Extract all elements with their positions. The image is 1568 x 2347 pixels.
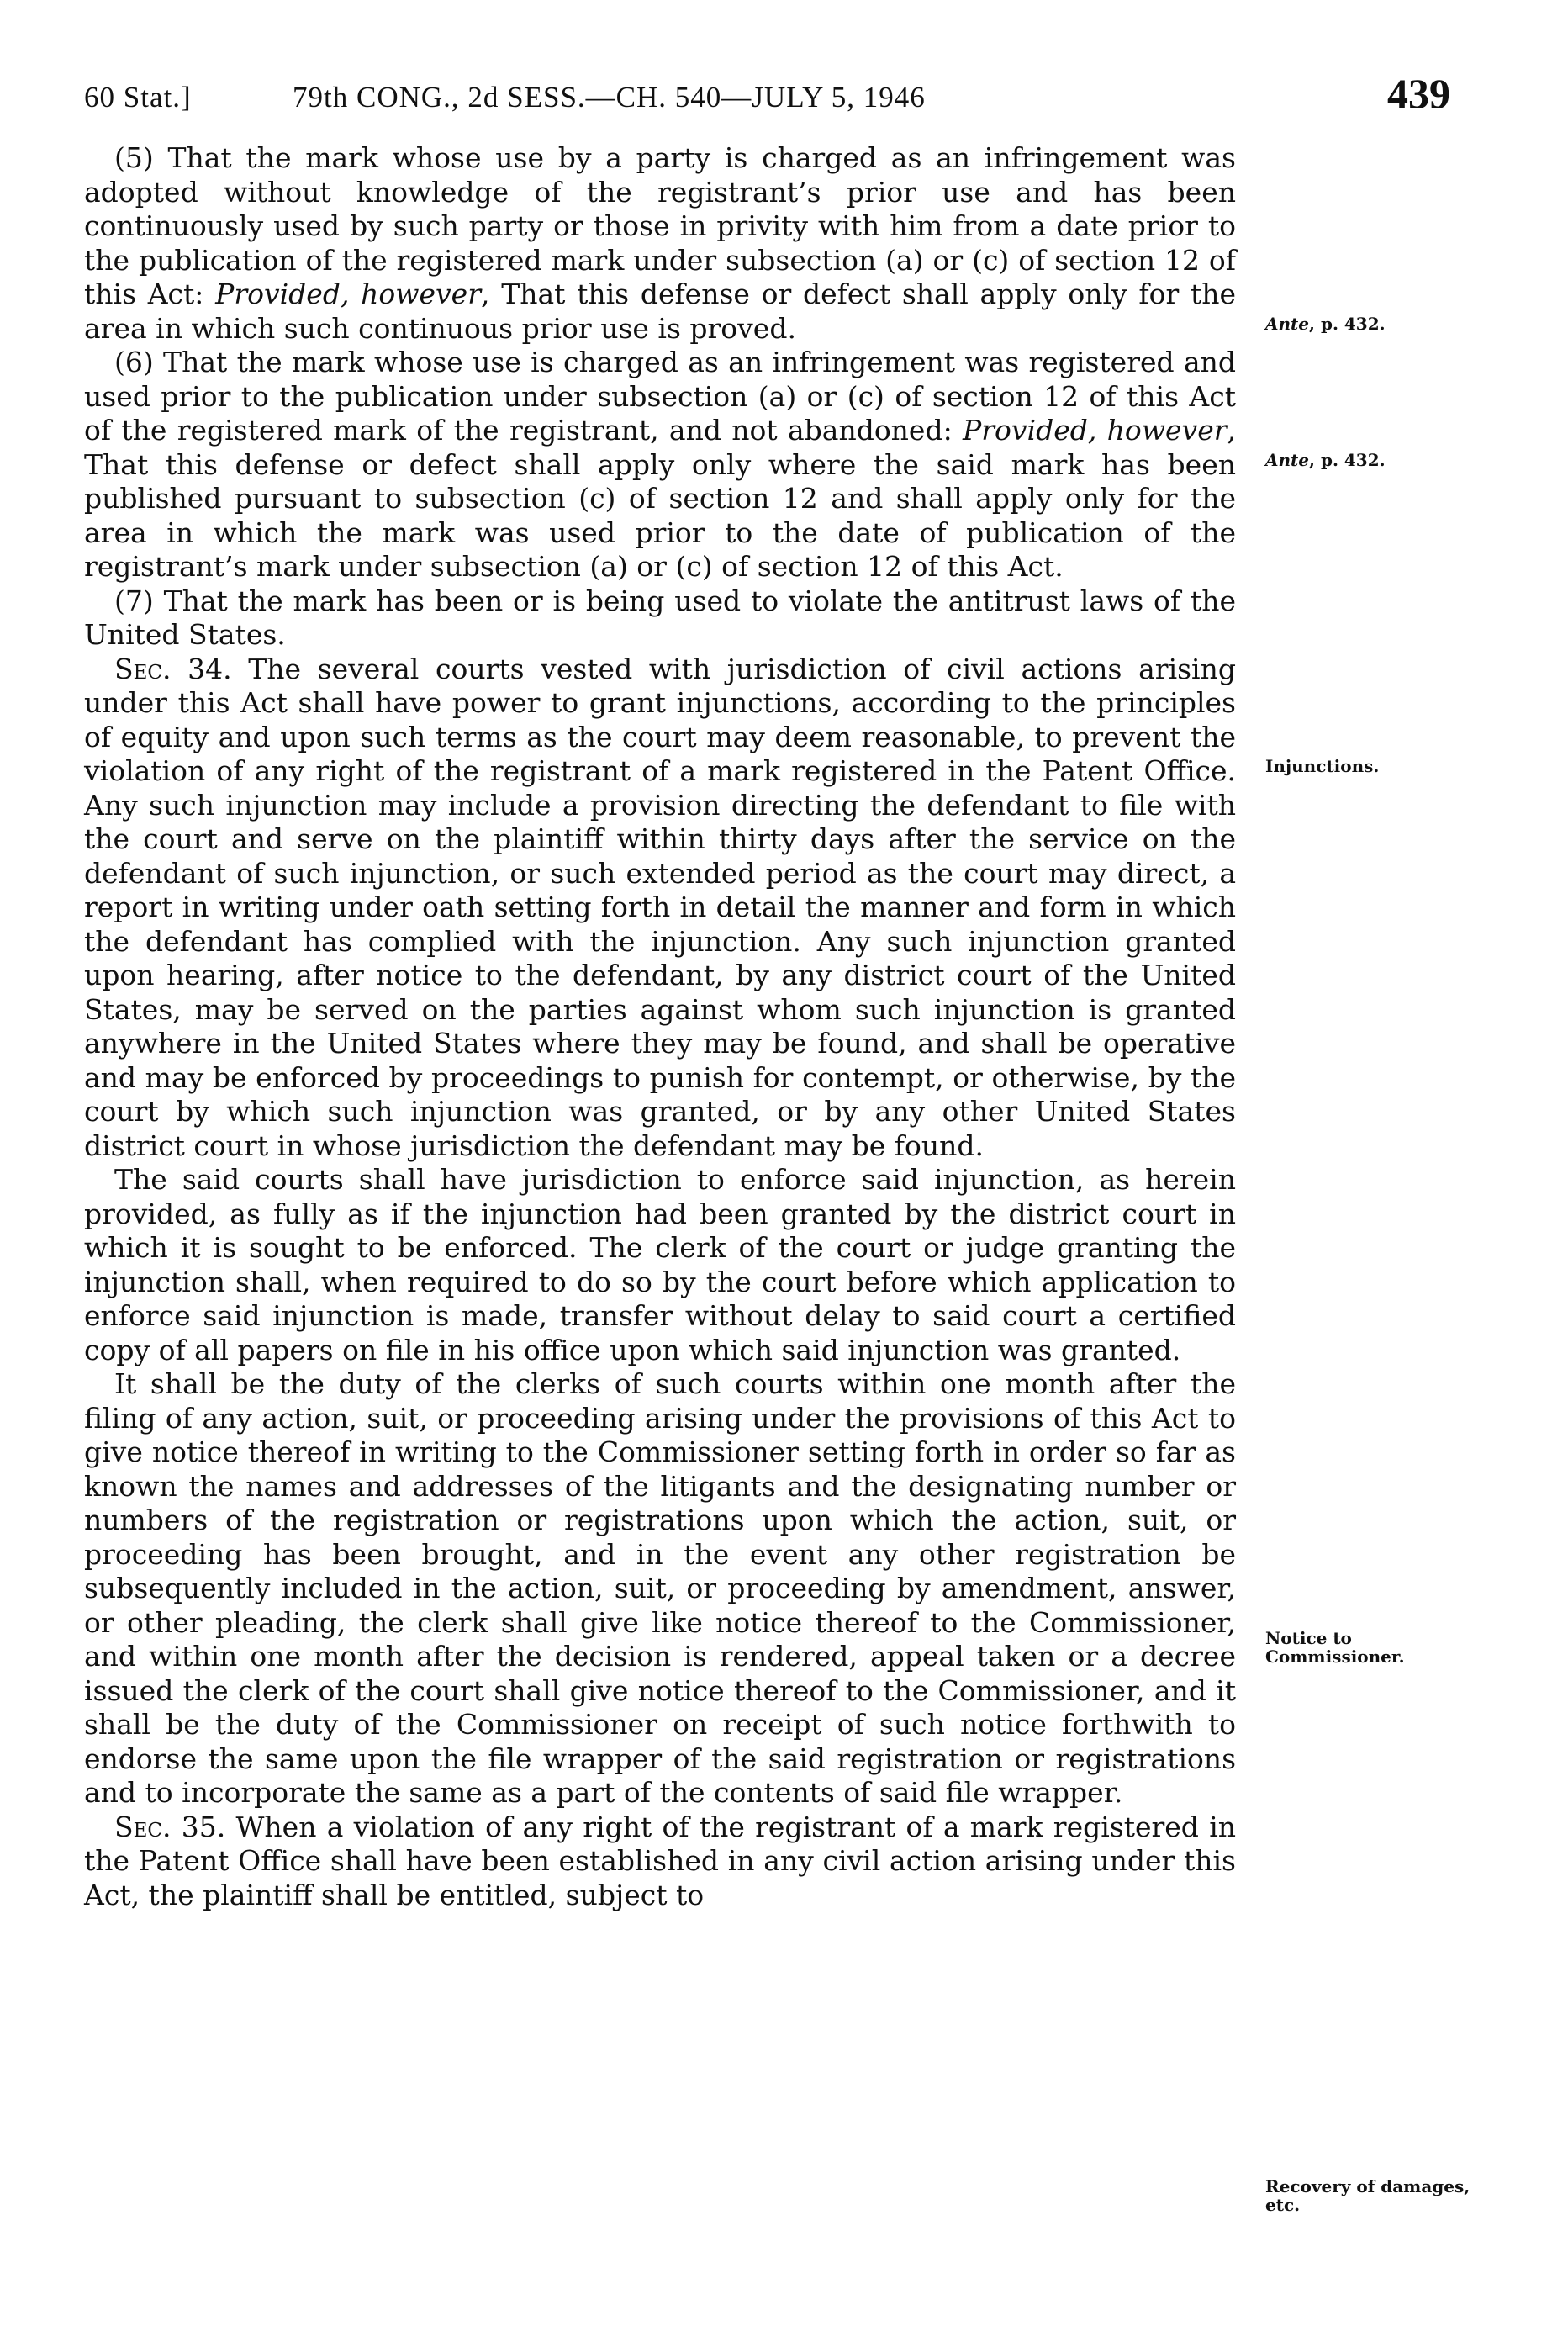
paragraph-notice: It shall be the duty of the clerks of such courts within one month after the filing of any action, suit, or proceeding arising under the provisions of this Act to give notice thereof in writing to the Commissioner setting forth in order so far as known the names and addresses of the litigants and the designating number or numbers of the registration or registrations upon which the action, suit, or proceeding has been brought, and in the event any other registration be subsequently included in the action, suit, or proceeding by amendment, answer, or other pleading, the clerk shall give like notice thereof to the Commissioner, and within one month after the decision is rendered, appeal taken or a decree issued the clerk of the court shall give notice thereof to the Commissioner, and it shall be the duty of the Commissioner on receipt of such notice forthwith to endorse the same upon the file wrapper of the said registration or registrations and to incorporate the same as a part of the contents of said file wrapper. (84, 1367, 1236, 1809)
paragraph-sec34: Sec. 34. The several courts vested with jurisdiction of civil actions arising under this Act shall have power to grant injunctions, according to the principles of equity and upon such terms as the court may deem reasonable, to prevent the violation of any right of the registrant of a mark registered in the Patent Office. Any such injunction may include a provision directing the defendant to file with the court and serve on the plaintiff within thirty days after the service on the defendant of such injunction, or such extended period as the court may direct, a report in writing under oath setting forth in detail the manner and form in which the defendant has complied with the injunction. Any such injunction granted upon hearing, after notice to the defendant, by any district court of the United States, may be served on the parties against whom such injunction is granted anywhere in the United States where they may be found, and shall be operative and may be enforced by proceedings to punish for contempt, or otherwise, by the court by which such injunction was granted, or by any other United States district court in whose jurisdiction the defendant may be found. (84, 652, 1236, 1162)
page-number: 439 (1387, 70, 1450, 117)
paragraph-p5: (5) That the mark whose use by a party is charged as an infringement was adopted without knowledge of the registrant’s prior use and has been continuously used by such party or those in privity with him from a date prior to the publication of the registered mark under subsection (a) or (c) of section 12 of this Act: Provided, however, That this defense or defect shall apply only for the area in which such continuous prior use is proved. (84, 141, 1236, 345)
margin-note-notice-to-commissioner: Notice to Commissioner. (1265, 1628, 1405, 1667)
paragraph-p7: (7) That the mark has been or is being used to violate the antitrust laws of the United States. (84, 584, 1236, 651)
paragraph-p6: (6) That the mark whose use is charged as an infringement was registered and used prior to the publication under subsection (a) or (c) of section 12 of this Act of the registered mark of the registrant, and not abandoned: Provided, however, That this defense or defect shall apply only where the said mark has been published pursuant to subsection (c) of section 12 and shall apply only for the area in which the mark was used prior to the date of publication of the registrant’s mark under subsection (a) or (c) of section 12 of this Act. (84, 346, 1236, 583)
margin-note-ante-432-second: Ante, p. 432. (1265, 450, 1386, 470)
margin-note-recovery-of-damages: Recovery of damages, etc. (1265, 2176, 1470, 2215)
paragraph-enforce: The said courts shall have jurisdiction to enforce said injunction, as herein provided, as fully as if the injunction had been granted by the district court in which it is sought to be enforced. The clerk of the court or judge granting the injunction shall, when required to do so by the court before which application to enforce said injunction is made, transfer without delay to said court a certified copy of all papers on file in his office upon which said injunction was granted. (84, 1163, 1236, 1366)
running-header (84, 69, 1480, 119)
statute-body-text (84, 141, 1236, 1912)
statute-volume: 60 Stat.] (84, 81, 192, 114)
paragraph-sec35: Sec. 35. When a violation of any right of the registrant of a mark registered in the Patent Office shall have been established in any civil action arising under this Act, the plaintiff shall be entitled, subject to (84, 1810, 1236, 1911)
margin-note-ante-432-first: Ante, p. 432. (1265, 314, 1386, 334)
session-chapter-date: 79th CONG., 2d SESS.—CH. 540—JULY 5, 1946 (293, 81, 926, 114)
margin-note-injunctions: Injunctions. (1265, 756, 1380, 776)
